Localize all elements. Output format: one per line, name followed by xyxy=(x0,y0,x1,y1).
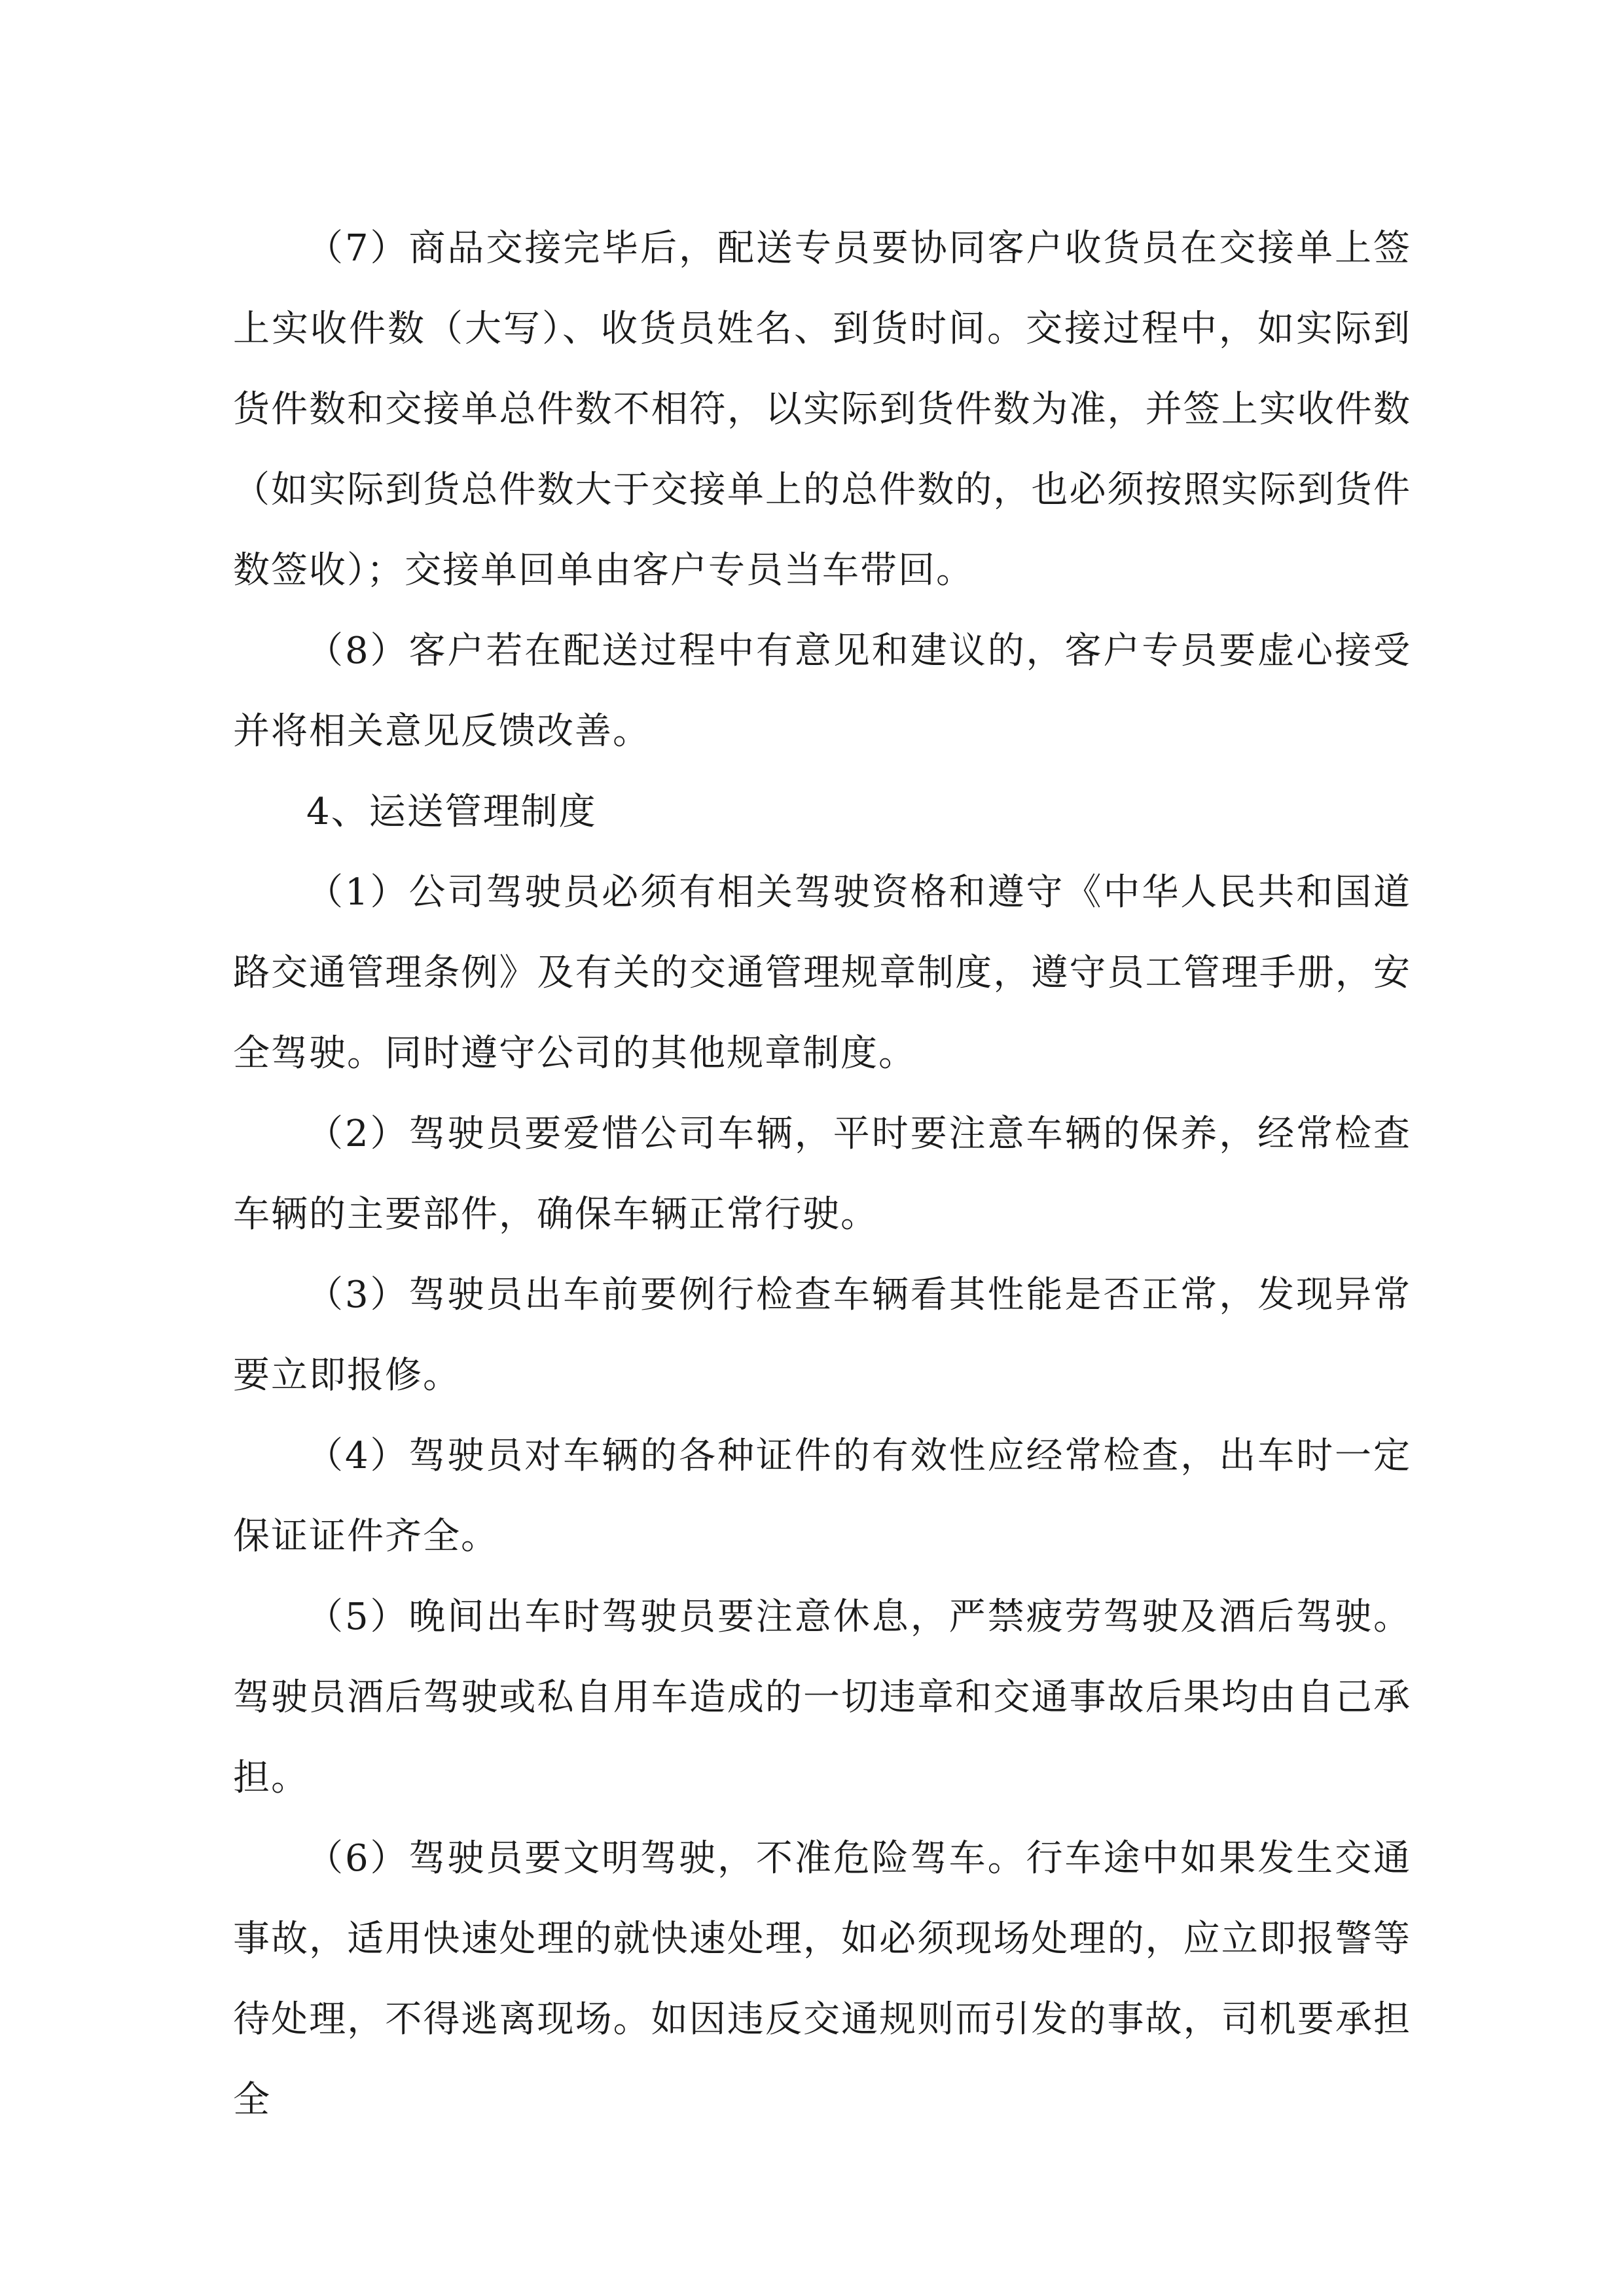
paragraph-rule-2: （2）驾驶员要爱惜公司车辆，平时要注意车辆的保养，经常检查车辆的主要部件，确保车辆正常行驶。 xyxy=(233,1113,1411,1236)
paragraph-rule-5: （5）晚间出车时驾驶员要注意休息，严禁疲劳驾驶及酒后驾驶。驾驶员酒后驾驶或私自用车造成的一切违章和交通事故后果均由自己承担。 xyxy=(233,1596,1411,1799)
paragraph-item-7: （7）商品交接完毕后，配送专员要协同客户收货员在交接单上签上实收件数（大写）、收货员姓名、到货时间。交接过程中，如实际到货件数和交接单总件数不相符，以实际到货件数为准，并签上实收件数（如实际到货总件数大于交接单上的总件数的，也必须按照实际到货件数签收）；交接单回单由客户专员当车带回。 xyxy=(233,227,1411,592)
paragraph-rule-1: （1）公司驾驶员必须有相关驾驶资格和遵守《中华人民共和国道路交通管理条例》及有关的交通管理规章制度，遵守员工管理手册，安全驾驶。同时遵守公司的其他规章制度。 xyxy=(233,871,1411,1075)
paragraph-rule-4: （4）驾驶员对车辆的各种证件的有效性应经常检查，出车时一定保证证件齐全。 xyxy=(233,1435,1411,1558)
document-body xyxy=(233,208,1411,2140)
paragraph-rule-6: （6）驾驶员要文明驾驶，不准危险驾车。行车途中如果发生交通事故，适用快速处理的就快速处理，如必须现场处理的，应立即报警等待处理，不得逃离现场。如因违反交通规则而引发的事故，司机要承担全 xyxy=(233,1837,1411,2121)
section-heading-transport-management: 4、运送管理制度 xyxy=(306,791,597,833)
paragraph-rule-3: （3）驾驶员出车前要例行检查车辆看其性能是否正常，发现异常要立即报修。 xyxy=(233,1274,1411,1397)
paragraph-item-8: （8）客户若在配送过程中有意见和建议的，客户专员要虚心接受并将相关意见反馈改善。 xyxy=(233,630,1411,753)
